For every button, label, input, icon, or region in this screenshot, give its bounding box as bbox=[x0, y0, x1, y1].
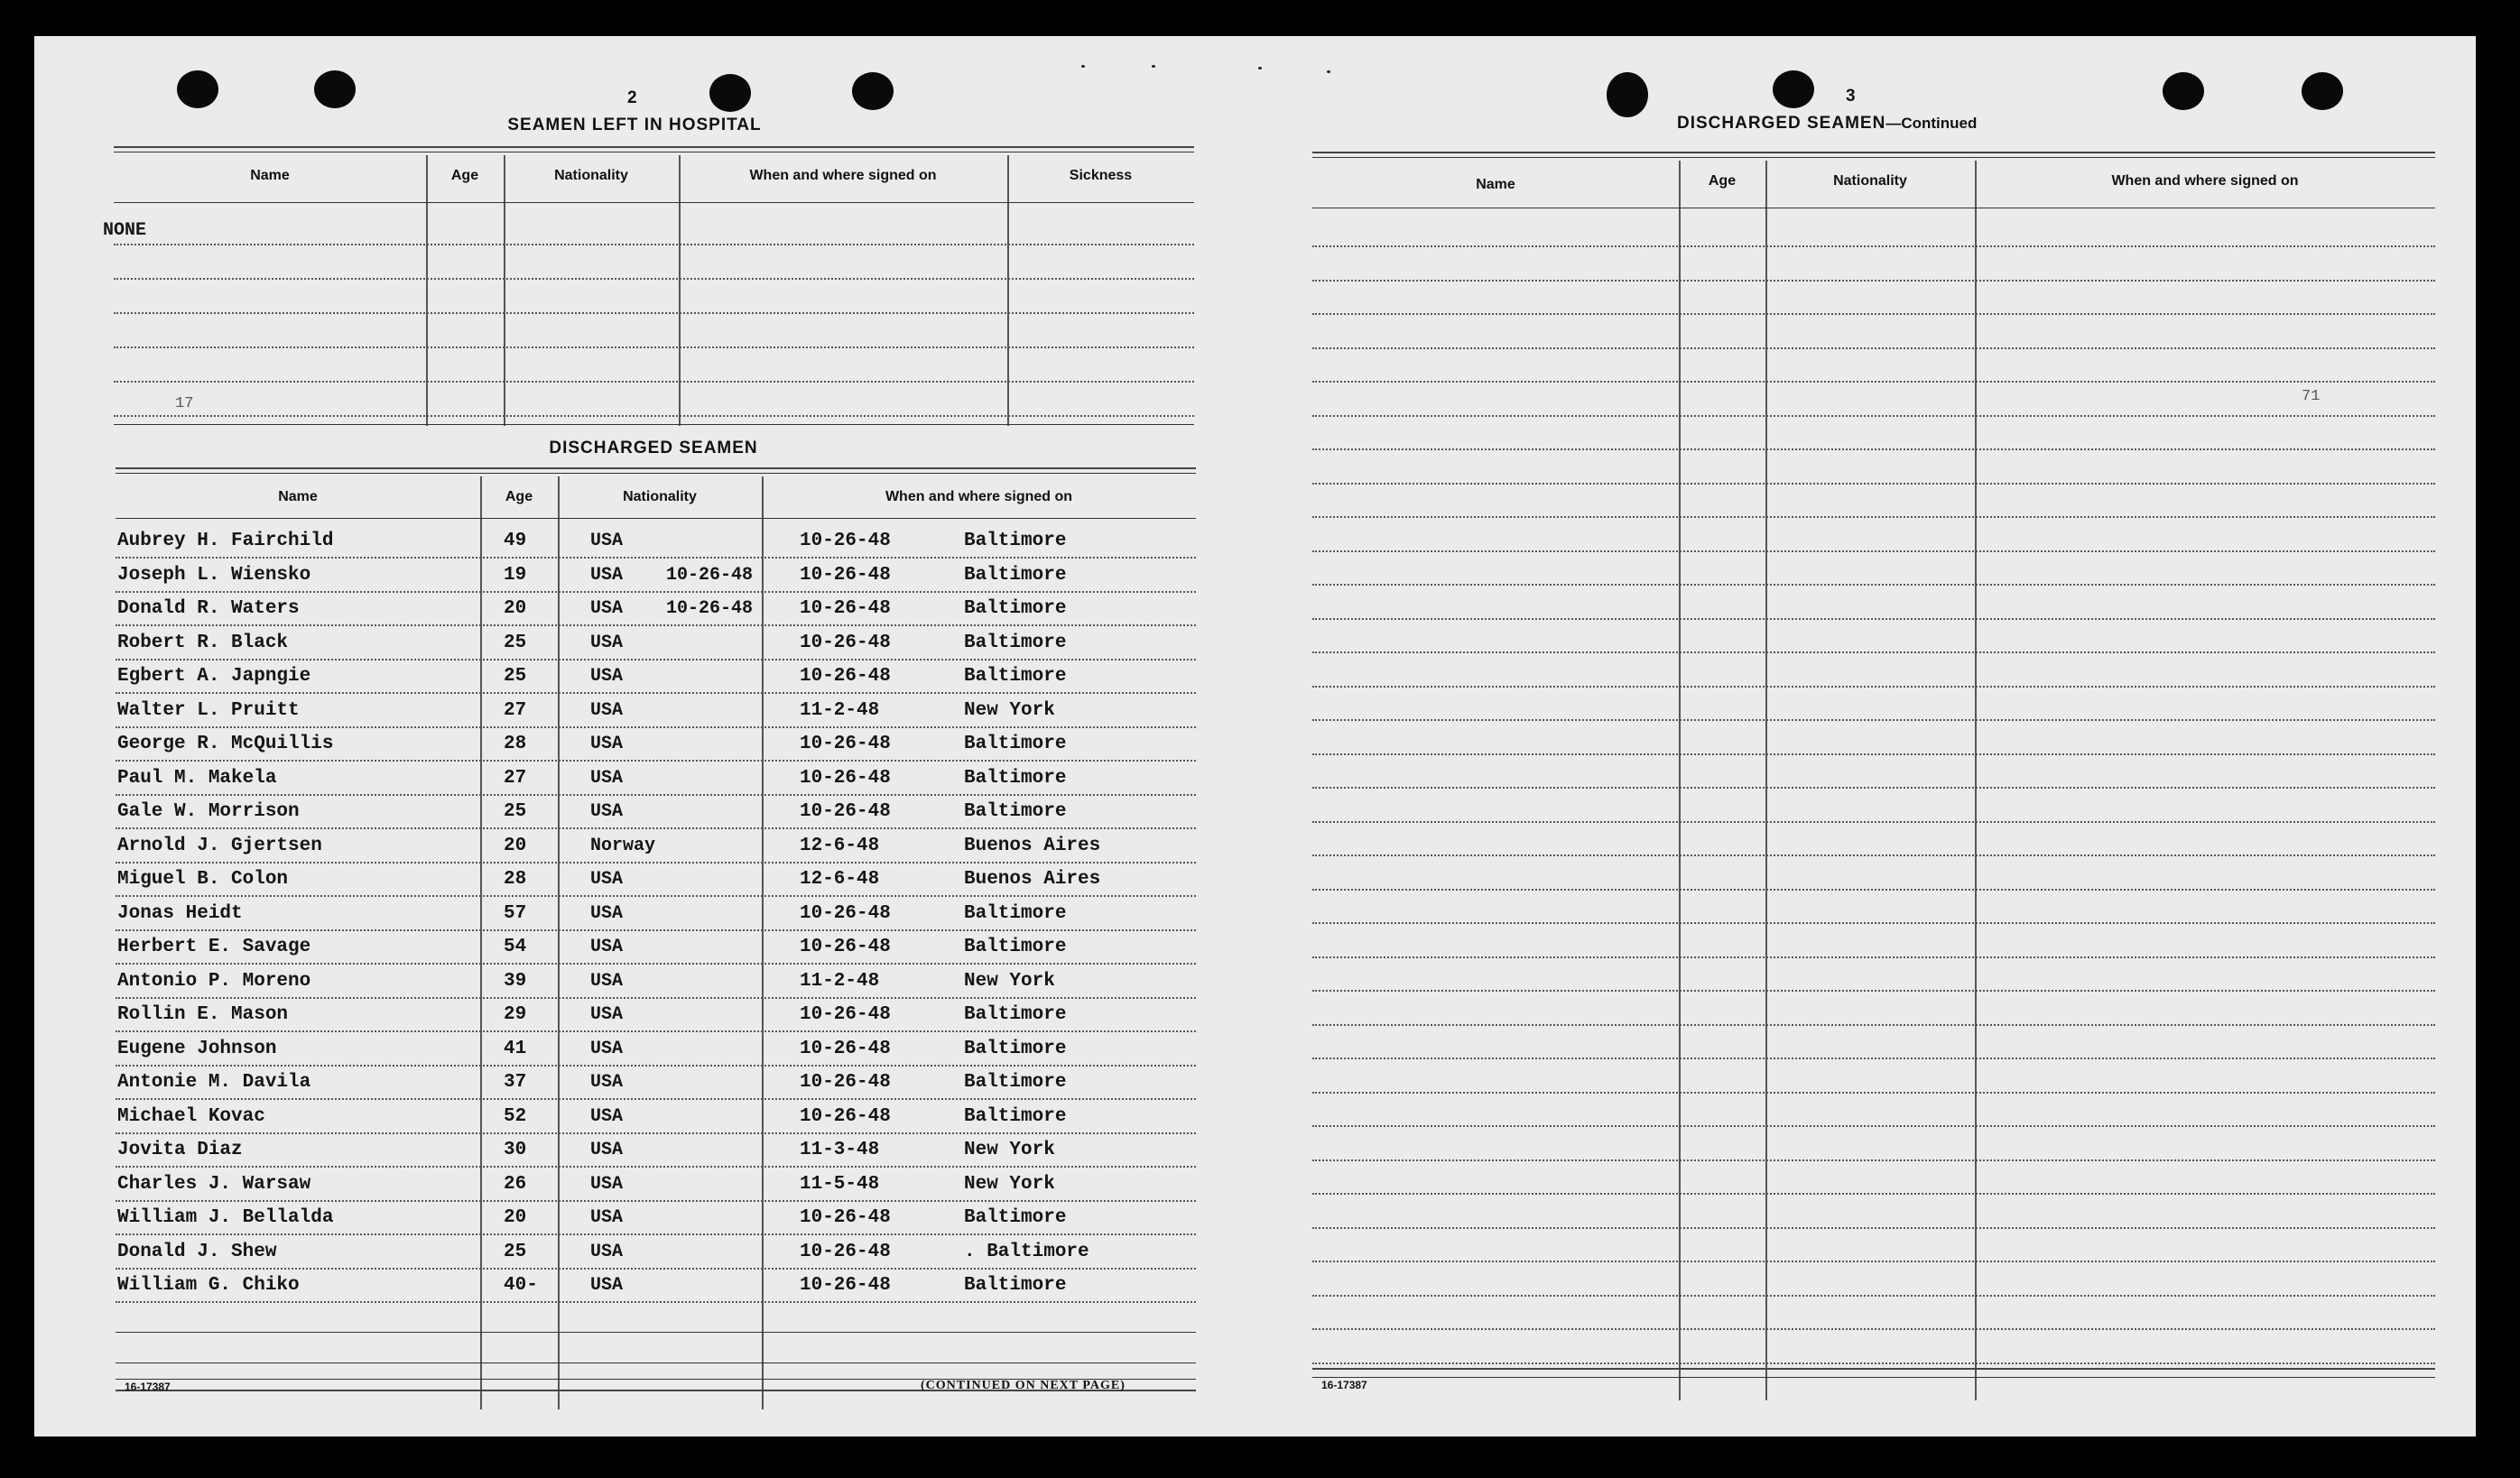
row-age: 27 bbox=[504, 767, 527, 789]
row-line bbox=[1312, 889, 2435, 891]
row-age: 26 bbox=[504, 1173, 527, 1195]
punch-hole bbox=[1607, 72, 1648, 117]
row-place: New York bbox=[964, 699, 1055, 721]
row-nationality: Norway bbox=[590, 835, 656, 856]
row-line bbox=[1312, 787, 2435, 789]
column-header: Age bbox=[505, 489, 533, 504]
row-line bbox=[1312, 1058, 2435, 1059]
row-place: Baltimore bbox=[964, 902, 1067, 924]
punch-hole bbox=[2302, 72, 2343, 110]
row-nationality: USA bbox=[590, 869, 624, 890]
column-header: Nationality bbox=[623, 489, 697, 504]
column-header: When and where signed on bbox=[885, 489, 1073, 504]
row-place: Baltimore bbox=[964, 767, 1067, 789]
row-nationality: USA bbox=[590, 1038, 624, 1059]
row-name: Jovita Diaz bbox=[117, 1140, 243, 1160]
row-line bbox=[1312, 854, 2435, 856]
row-line bbox=[1312, 618, 2435, 620]
row-age: 27 bbox=[504, 699, 527, 721]
row-place: Baltimore bbox=[964, 1004, 1067, 1025]
row-nationality: USA bbox=[590, 801, 624, 822]
row-line bbox=[116, 624, 1196, 626]
hospital-section-title: SEAMEN LEFT IN HOSPITAL bbox=[507, 115, 762, 134]
row-nationality: USA bbox=[590, 937, 624, 957]
row-line bbox=[114, 278, 1194, 280]
row-line bbox=[116, 895, 1196, 897]
row-nationality: USA bbox=[590, 1207, 624, 1228]
row-line bbox=[116, 794, 1196, 796]
punch-hole bbox=[2163, 72, 2204, 110]
row-age: 39 bbox=[504, 970, 527, 992]
row-nationality: USA bbox=[590, 1004, 624, 1025]
row-line bbox=[116, 1332, 1196, 1333]
row-line bbox=[1312, 821, 2435, 823]
row-age: 28 bbox=[504, 869, 527, 890]
row-age: 28 bbox=[504, 734, 527, 754]
row-date: 11-2-48 bbox=[800, 699, 880, 721]
row-line bbox=[114, 415, 1194, 417]
table-rule bbox=[114, 424, 1194, 425]
table-rule bbox=[116, 518, 1196, 519]
row-name: Egbert A. Japngie bbox=[117, 666, 311, 687]
row-line bbox=[1312, 1024, 2435, 1026]
row-age: 54 bbox=[504, 937, 527, 957]
row-nationality: USA bbox=[590, 734, 624, 754]
row-place: Baltimore bbox=[964, 937, 1067, 957]
discharged-section-title: DISCHARGED SEAMEN bbox=[549, 439, 758, 457]
row-place: New York bbox=[964, 1173, 1055, 1195]
column-divider bbox=[480, 476, 482, 1409]
column-header: Age bbox=[1708, 173, 1737, 189]
row-line bbox=[114, 381, 1194, 383]
row-date: 10-26-48 bbox=[800, 734, 891, 754]
row-line bbox=[116, 1098, 1196, 1100]
row-place: Baltimore bbox=[964, 564, 1067, 586]
row-line bbox=[1312, 516, 2435, 518]
row-date: 10-26-48 bbox=[800, 1275, 891, 1296]
row-nationality: USA bbox=[590, 598, 624, 619]
row-line bbox=[116, 760, 1196, 762]
row-line bbox=[116, 1301, 1196, 1303]
column-header: Name bbox=[250, 168, 290, 183]
ink-speck bbox=[1327, 70, 1330, 73]
row-place: Baltimore bbox=[964, 598, 1067, 619]
row-date: 10-26-48 bbox=[800, 937, 891, 957]
row-name: Donald R. Waters bbox=[117, 598, 300, 619]
column-divider bbox=[558, 476, 560, 1409]
row-line bbox=[116, 827, 1196, 829]
page-number: 3 bbox=[1846, 87, 1856, 106]
row-line bbox=[1312, 1363, 2435, 1364]
row-name: Miguel B. Colon bbox=[117, 869, 289, 890]
punch-hole bbox=[314, 70, 356, 108]
row-name: Donald J. Shew bbox=[117, 1241, 277, 1262]
row-nationality: USA bbox=[590, 1275, 624, 1296]
row-line bbox=[1312, 651, 2435, 653]
column-divider bbox=[504, 155, 505, 426]
stray-mark: 71 bbox=[2302, 388, 2321, 405]
row-date: 10-26-48 bbox=[800, 1241, 891, 1262]
column-header: When and where signed on bbox=[2111, 173, 2299, 189]
row-age: 25 bbox=[504, 632, 527, 653]
row-line bbox=[114, 312, 1194, 314]
row-line bbox=[114, 244, 1194, 245]
row-name: Eugene Johnson bbox=[117, 1038, 277, 1059]
row-line bbox=[116, 929, 1196, 931]
row-nationality: USA bbox=[590, 767, 624, 789]
row-name: Robert R. Black bbox=[117, 632, 289, 653]
row-place: Baltimore bbox=[964, 734, 1067, 754]
row-age: 19 bbox=[504, 564, 527, 586]
row-place: Buenos Aires bbox=[964, 869, 1101, 890]
row-line bbox=[116, 862, 1196, 864]
row-date: 10-26-48 bbox=[800, 1004, 891, 1025]
table-rule bbox=[1312, 157, 2435, 158]
row-age: 41 bbox=[504, 1038, 527, 1059]
row-nationality: USA bbox=[590, 1173, 624, 1195]
row-place: Baltimore bbox=[964, 666, 1067, 687]
row-line bbox=[116, 557, 1196, 559]
row-age: 29 bbox=[504, 1004, 527, 1025]
row-line bbox=[1312, 1261, 2435, 1262]
row-place: New York bbox=[964, 1140, 1055, 1160]
row-place: Baltimore bbox=[964, 801, 1067, 822]
row-age: 25 bbox=[504, 1241, 527, 1262]
row-line bbox=[1312, 719, 2435, 721]
row-line bbox=[1312, 448, 2435, 450]
row-line bbox=[1312, 1227, 2435, 1229]
row-nationality: USA bbox=[590, 531, 624, 551]
row-age: 20 bbox=[504, 835, 527, 856]
row-name: Antonie M. Davila bbox=[117, 1072, 311, 1093]
row-line bbox=[1312, 415, 2435, 417]
row-line bbox=[1312, 550, 2435, 552]
column-header: Name bbox=[278, 489, 318, 504]
punch-hole bbox=[177, 70, 218, 108]
row-line bbox=[1312, 280, 2435, 282]
row-place: Baltimore bbox=[964, 531, 1067, 551]
row-line bbox=[1312, 1092, 2435, 1094]
row-line bbox=[1312, 1328, 2435, 1330]
row-name: Charles J. Warsaw bbox=[117, 1173, 311, 1195]
row-date: 10-26-48 bbox=[800, 1038, 891, 1059]
row-name: Michael Kovac bbox=[117, 1105, 265, 1127]
row-nationality: USA bbox=[590, 1140, 624, 1160]
row-line bbox=[116, 1065, 1196, 1067]
row-line bbox=[1312, 1295, 2435, 1297]
row-line bbox=[1312, 483, 2435, 485]
row-line bbox=[116, 659, 1196, 660]
table-rule bbox=[1312, 1377, 2435, 1378]
row-date: 10-26-48 bbox=[800, 632, 891, 653]
row-name: Jonas Heidt bbox=[117, 902, 243, 924]
document-sheet bbox=[34, 36, 2476, 1436]
row-line bbox=[116, 1200, 1196, 1202]
row-place: Baltimore bbox=[964, 1072, 1067, 1093]
row-name: Joseph L. Wiensko bbox=[117, 564, 311, 586]
hospital-entry: NONE bbox=[103, 220, 147, 241]
row-date: 10-26-48 bbox=[800, 767, 891, 789]
row-line bbox=[116, 997, 1196, 999]
row-nationality: USA bbox=[590, 632, 624, 653]
row-extra: 10-26-48 bbox=[666, 564, 754, 586]
row-line bbox=[1312, 381, 2435, 383]
row-name: William G. Chiko bbox=[117, 1275, 300, 1296]
row-place: Baltimore bbox=[964, 1207, 1067, 1228]
row-age: 49 bbox=[504, 531, 527, 551]
row-name: Arnold J. Gjertsen bbox=[117, 835, 322, 856]
row-name: George R. McQuillis bbox=[117, 734, 334, 754]
row-line bbox=[116, 692, 1196, 694]
column-header: Age bbox=[450, 168, 479, 183]
row-name: Paul M. Makela bbox=[117, 767, 277, 789]
row-age: 30 bbox=[504, 1140, 527, 1160]
row-date: 10-26-48 bbox=[800, 666, 891, 687]
page-number: 2 bbox=[627, 88, 637, 107]
row-date: 12-6-48 bbox=[800, 869, 880, 890]
row-nationality: USA bbox=[590, 1072, 624, 1093]
row-line bbox=[1312, 990, 2435, 992]
row-line bbox=[116, 1268, 1196, 1270]
row-nationality: USA bbox=[590, 970, 624, 992]
row-place: Baltimore bbox=[964, 1038, 1067, 1059]
row-line bbox=[114, 346, 1194, 348]
row-nationality: USA bbox=[590, 1105, 624, 1127]
row-line bbox=[1312, 1125, 2435, 1127]
row-date: 10-26-48 bbox=[800, 1207, 891, 1228]
row-place: Baltimore bbox=[964, 632, 1067, 653]
row-date: 10-26-48 bbox=[800, 902, 891, 924]
row-date: 11-3-48 bbox=[800, 1140, 880, 1160]
table-rule bbox=[1312, 1368, 2435, 1370]
row-line bbox=[116, 1132, 1196, 1134]
row-date: 10-26-48 bbox=[800, 564, 891, 586]
punch-hole bbox=[852, 72, 894, 110]
continued-note: (CONTINUED ON NEXT PAGE) bbox=[921, 1379, 1126, 1392]
row-nationality: USA bbox=[590, 666, 624, 687]
row-date: 10-26-48 bbox=[800, 801, 891, 822]
row-name: Antonio P. Moreno bbox=[117, 970, 311, 992]
column-header: Sickness bbox=[1069, 168, 1133, 183]
ink-speck bbox=[1258, 67, 1262, 69]
row-line bbox=[116, 1166, 1196, 1168]
row-line bbox=[116, 1030, 1196, 1032]
row-age: 25 bbox=[504, 801, 527, 822]
row-name: Aubrey H. Fairchild bbox=[117, 531, 334, 551]
row-date: 12-6-48 bbox=[800, 835, 880, 856]
right-section-title bbox=[1677, 114, 1977, 134]
column-header: Nationality bbox=[1833, 173, 1907, 189]
row-line bbox=[1312, 753, 2435, 755]
table-rule bbox=[114, 146, 1194, 148]
row-place: Baltimore bbox=[964, 1105, 1067, 1127]
form-number: 16-17387 bbox=[1321, 1379, 1367, 1391]
row-age: 57 bbox=[504, 902, 527, 924]
row-place: New York bbox=[964, 970, 1055, 992]
row-line bbox=[1312, 1193, 2435, 1195]
row-place: Baltimore bbox=[964, 1275, 1067, 1296]
row-line bbox=[116, 1233, 1196, 1235]
table-rule bbox=[116, 467, 1196, 469]
row-age: 25 bbox=[504, 666, 527, 687]
row-line bbox=[1312, 313, 2435, 315]
row-line bbox=[116, 591, 1196, 593]
row-line bbox=[116, 726, 1196, 728]
stray-mark: 17 bbox=[175, 395, 194, 412]
table-rule bbox=[116, 473, 1196, 474]
table-rule bbox=[114, 202, 1194, 203]
row-age: 37 bbox=[504, 1072, 527, 1093]
row-name: Walter L. Pruitt bbox=[117, 699, 300, 721]
column-header: Nationality bbox=[554, 168, 628, 183]
row-nationality: USA bbox=[590, 1241, 624, 1262]
column-header: When and where signed on bbox=[749, 168, 937, 183]
row-place: Buenos Aires bbox=[964, 835, 1101, 856]
row-age: 52 bbox=[504, 1105, 527, 1127]
row-line bbox=[1312, 347, 2435, 349]
row-extra: 10-26-48 bbox=[666, 598, 754, 619]
table-rule bbox=[1312, 152, 2435, 153]
row-age: 40- bbox=[504, 1275, 538, 1296]
punch-hole bbox=[709, 74, 751, 112]
row-place: . Baltimore bbox=[964, 1241, 1089, 1262]
row-age: 20 bbox=[504, 598, 527, 619]
row-line bbox=[1312, 922, 2435, 924]
row-date: 10-26-48 bbox=[800, 531, 891, 551]
row-line bbox=[1312, 584, 2435, 586]
column-header: Name bbox=[1476, 177, 1515, 192]
column-divider bbox=[762, 476, 764, 1409]
row-line bbox=[116, 963, 1196, 965]
row-name: Gale W. Morrison bbox=[117, 801, 300, 822]
row-line bbox=[1312, 686, 2435, 688]
row-line bbox=[1312, 1159, 2435, 1161]
column-divider bbox=[679, 155, 681, 426]
row-line bbox=[1312, 956, 2435, 958]
row-name: William J. Bellalda bbox=[117, 1207, 334, 1228]
row-date: 11-5-48 bbox=[800, 1173, 880, 1195]
row-name: Rollin E. Mason bbox=[117, 1004, 289, 1025]
row-date: 10-26-48 bbox=[800, 1072, 891, 1093]
row-nationality: USA bbox=[590, 564, 624, 586]
row-nationality: USA bbox=[590, 902, 624, 924]
column-divider bbox=[426, 155, 428, 426]
right-title-text: DISCHARGED SEAMEN bbox=[1677, 114, 1886, 133]
row-date: 11-2-48 bbox=[800, 970, 880, 992]
row-date: 10-26-48 bbox=[800, 598, 891, 619]
column-divider bbox=[1007, 155, 1009, 426]
row-name: Herbert E. Savage bbox=[117, 937, 311, 957]
right-title-suffix: —Continued bbox=[1885, 115, 1978, 132]
ink-speck bbox=[1081, 65, 1085, 68]
punch-hole bbox=[1773, 70, 1814, 108]
row-date: 10-26-48 bbox=[800, 1105, 891, 1127]
row-nationality: USA bbox=[590, 699, 624, 721]
row-line bbox=[1312, 245, 2435, 247]
form-number: 16-17387 bbox=[125, 1381, 171, 1393]
row-age: 20 bbox=[504, 1207, 527, 1228]
ink-speck bbox=[1152, 65, 1155, 68]
